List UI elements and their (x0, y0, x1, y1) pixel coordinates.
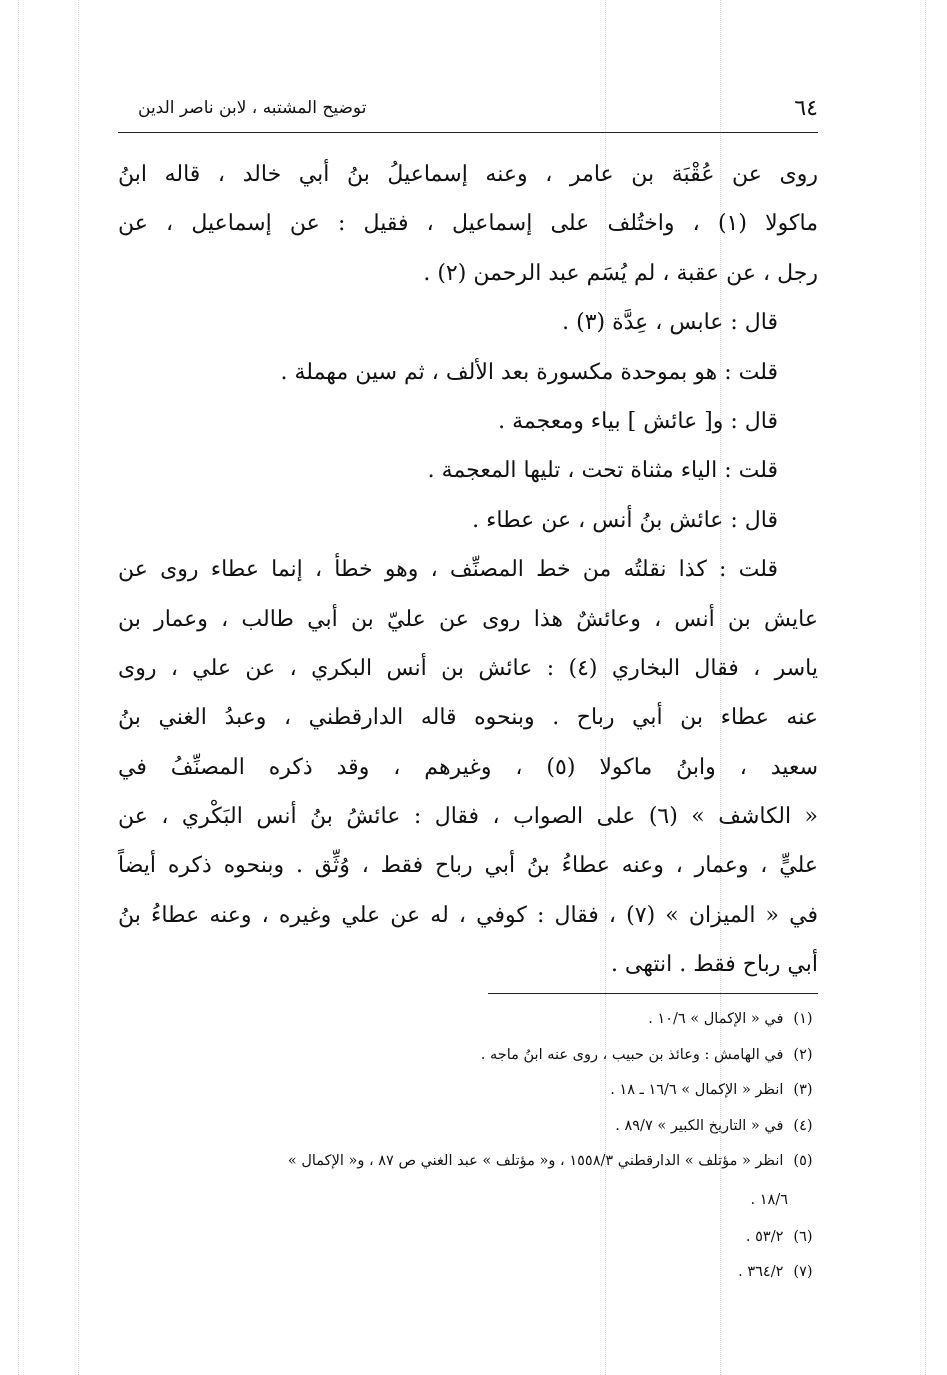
page-number: ٦٤ (794, 96, 818, 121)
page-header (118, 92, 818, 126)
footnote-number: (٧) (793, 1264, 813, 1280)
footnote-3 (118, 1073, 818, 1109)
footnote-text: ٥٣/٢ . (745, 1228, 784, 1245)
text-line: روى عن عُقْبَة بن عامر ، وعنه إسماعيلُ بنُ أبي خالد ، قاله ابنُ (118, 162, 818, 187)
footnote-text: انظر « مؤتلف » الدارقطني ١٥٥٨/٣ ، و« مؤتلف » عبد الغني ص ٨٧ ، و« الإكمال » (287, 1153, 784, 1169)
footnote-4 (118, 1109, 818, 1145)
text-line: ماكولا (١) ، واختُلف على إسماعيل ، فقيل : عن إسماعيل ، عن (118, 211, 818, 237)
header-divider (118, 132, 818, 133)
text-line: قال : و[ عائش ] بياء ومعجمة . (498, 408, 778, 434)
footnote-number: (١) (793, 1011, 813, 1027)
text-line: أبي رباح فقط . انتهى . (610, 952, 818, 978)
text-line: قلت : كذا نقلتُه من خط المصنِّف ، وهو خطأ ، إنما عطاء روى عن (118, 557, 778, 583)
text-line: عايش بن أنس ، وعائشٌ هذا روى عن عليّ بن أبي طالب ، وعمار بن (118, 606, 818, 632)
running-title: توضيح المشتبه ، لابن ناصر الدين (138, 98, 367, 118)
footnote-1 (118, 1002, 818, 1038)
text-line: عنه عطاء بن أبي رباح . وبنحوه قاله الدارقطني ، وعبدُ الغني بنُ (118, 705, 818, 731)
text-line: قال : عابس ، عِدَّة (٣) . (562, 310, 778, 336)
footnote-text: ٣٦٤/٢ . (738, 1264, 784, 1280)
text-line: عليٍّ ، وعمار ، وعنه عطاءُ بنُ أبي رباح فقط ، وُثِّق . وبنحوه ذكره أيضاً (118, 853, 818, 879)
footnote-number: (٥) (793, 1153, 813, 1169)
footnote-text: في « التاريخ الكبير » ٨٩/٧ . (615, 1117, 784, 1134)
footnote-6 (118, 1220, 818, 1256)
text-line: قال : عائش بنُ أنس ، عن عطاء . (472, 507, 778, 533)
footnote-number: (٦) (793, 1228, 813, 1245)
footnote-number: (٢) (793, 1046, 813, 1063)
text-line: قلت : الياء مثناة تحت ، تليها المعجمة . (427, 458, 778, 484)
text-line: قلت : هو بموحدة مكسورة بعد الألف ، ثم سين مهملة . (280, 359, 778, 385)
footnote-text: انظر « الإكمال » ١٦/٦ ـ ١٨ . (610, 1082, 784, 1098)
footnote-2 (118, 1038, 818, 1074)
footnote-5 (118, 1144, 818, 1180)
footnote-7 (118, 1255, 818, 1291)
footnote-text: في الهامش : وعائذ بن حبيب ، روى عنه ابنُ ماجه . (480, 1046, 784, 1063)
footnote-divider (488, 993, 818, 994)
footnote-5-continuation: ١٨/٦ . (750, 1191, 788, 1208)
footnote-number: (٤) (793, 1117, 813, 1134)
main-text (118, 150, 818, 990)
footnotes (118, 1002, 818, 1291)
text-line: « الكاشف » (٦) على الصواب ، فقال : عائشُ بنُ أنس البَكْري ، عن (118, 804, 818, 830)
text-line: في « الميزان » (٧) ، فقال : كوفي ، له عن علي وغيره ، وعنه عطاءُ بنُ (118, 902, 818, 928)
text-line: سعيد ، وابنُ ماكولا (٥) ، وغيرهم ، وقد ذكره المصنِّفُ في (118, 754, 818, 780)
footnote-text: في « الإكمال » ١٠/٦ . (648, 1011, 784, 1027)
text-line: رجل ، عن عقبة ، لم يُسَم عبد الرحمن (٢) . (423, 260, 818, 286)
footnote-number: (٣) (793, 1082, 813, 1098)
text-line: ياسر ، فقال البخاري (٤) : عائش بن أنس البكري ، عن علي ، روى (118, 655, 818, 681)
